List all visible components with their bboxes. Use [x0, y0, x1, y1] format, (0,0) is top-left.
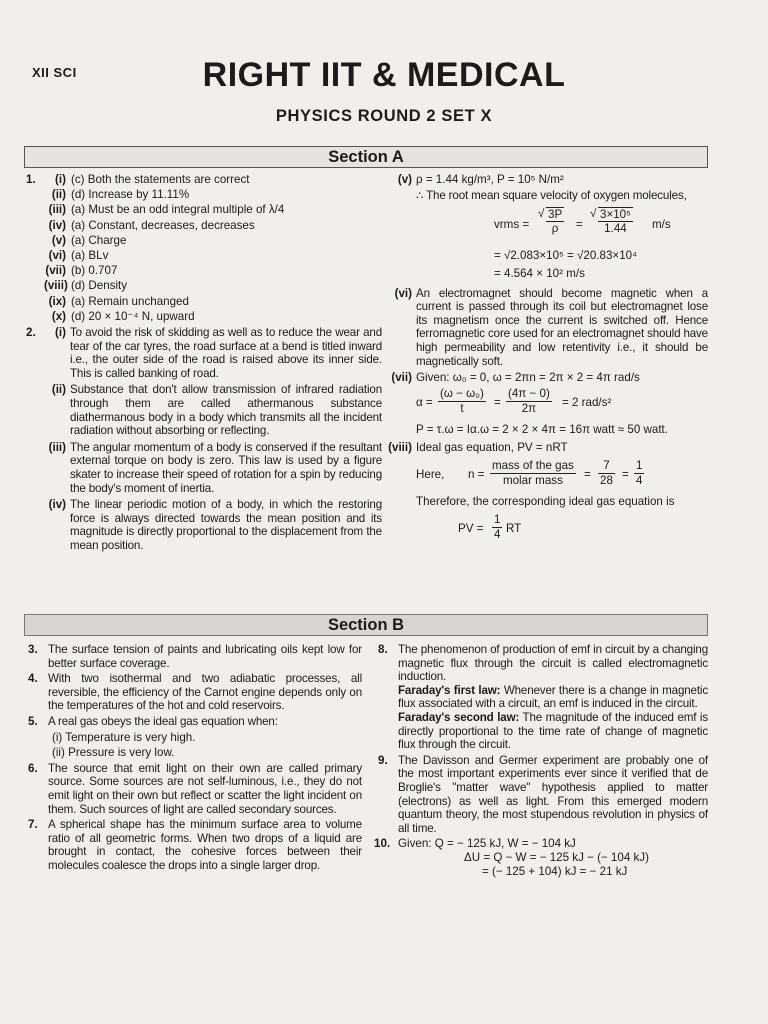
answer-vii: (vii) Given: ω₀ = 0, ω = 2πn = 2π × 2 = 4π rad/s [391, 371, 640, 385]
v-intro: ∴ The root mean square velocity of oxygen molecules, [416, 189, 687, 202]
v-step-3: = 4.564 × 10² m/s [494, 266, 585, 280]
section-b-right-column [374, 643, 708, 878]
list-item: 6. The source that emit light on their own are called primary source. Some sources are not self-luminous, i.e., they do not emit light on their own but reflect or scatter the light incident on them. Such sources of light are called secondary sources. [28, 761, 362, 816]
question-1 [22, 173, 362, 326]
viii-therefore: Therefore, the corresponding ideal gas equation is [416, 495, 675, 509]
answer-vi: (vi) An electromagnet should become magnetic when a current is passed through its coil but electromagnet lose its magnetism once the current is switched off. Hence ferromagnetic core used for an electromagnet should have high permeability and low retentivity i.e., it should be magnetically soft. [394, 286, 708, 368]
question-8: 8. The phenomenon of production of emf in circuit by a changing magnetic flux through the circuit is called electromagnetic induction. Faraday's first law: Whenever there is a change in magnetic flux associated with a circuit, an emf is induced in the circuit. Faraday's second law: The magnitude of the induced emf is directly proportional to the time rate of change of magnetic flux through the circuit. [378, 643, 708, 752]
v-formula: vrms = √ $\frac{3P}{\rho}$ = √ $\frac{\text{3×10⁵}}{1.44}$ m/s [494, 206, 671, 236]
list-item: 7. A spherical shape has the minimum surface area to volume ratio of all geometric forms. When two drops of a liquid are brought in contact, the cohesive forces between their molecules coalesce the drops into a single larger drop. [28, 818, 362, 872]
section-b-header [24, 614, 708, 636]
v-lhs: vrms = [494, 217, 530, 231]
list-item: 5. A real gas obeys the ideal gas equation when: [28, 714, 278, 728]
list-item: (i) Temperature is very high. [52, 730, 196, 744]
list-item: 4. With two isothermal and two adiabatic processes, all reversible, the efficiency of the Carnot engine depends only on the temperatures of the hot and cold reservoirs. [28, 672, 362, 713]
list-item: (i) To avoid the risk of skidding as well as to reduce the wear and tear of the car tyres, the road surface at a bend is titled inward i.e., the outer side of the road is raised above its inner side. This is called banking of road. [55, 326, 382, 380]
paper-title: PHYSICS ROUND 2 SET X [275, 107, 493, 125]
answer-viii: (viii) Ideal gas equation, PV = nRT [388, 441, 568, 455]
list-item: (v) (a) Charge [51, 233, 127, 247]
list-item: (iv) (a) Constant, decreases, decreases [48, 218, 255, 232]
question-number: 1. [26, 173, 36, 186]
vii-power: P = τ.ω = Iα.ω = 2 × 2 × 4π = 16π watt ≈ 50 watt. [416, 423, 668, 437]
institute-title: RIGHT IIT & MEDICAL [202, 56, 566, 94]
section-a-left-column [22, 173, 382, 553]
section-a-title: Section A [328, 148, 404, 166]
section-b-title: Section B [327, 616, 405, 634]
question-2 [22, 326, 382, 553]
sqrt-icon: √ [538, 206, 545, 220]
class-label: XII SCI [32, 65, 77, 80]
list-item: (ix) (a) Remain unchanged [48, 294, 189, 308]
list-item: (iii) (a) Must be an odd integral multiple of λ/4 [48, 203, 285, 217]
list-item: 3. The surface tension of paints and lubricating oils kept low for better surface coverage. [28, 643, 362, 670]
answer-v: (v) ρ = 1.44 kg/m³, P = 10⁵ N/m² [397, 173, 564, 186]
list-item: (ii) Substance that don't allow transmission of infrared radiation through them are called athermanous substance diathermanous body in a body which transmits all the incident radiation without absorbing or reflecting. [51, 383, 382, 438]
list-item: (viii) (d) Density [44, 279, 128, 293]
list-item: (ii) Pressure is very low. [52, 746, 175, 760]
list-item: (x) (d) 20 × 10⁻⁴ N, upward [51, 309, 195, 323]
question-number: 2. [26, 326, 36, 339]
faraday-first-law: Faraday's first law: Whenever there is a change in magnetic flux associated with a circuit, an emf is induced in the circuit. [398, 683, 708, 711]
list-item: (iv) The linear periodic motion of a body, in which the restoring force is always directed towards the mean position and its magnitude is directly proportional to the displacement from the mean position. [48, 498, 382, 552]
question-9: 9. The Davisson and Germer experiment are probably one of the most important experiments ever since it verified that de Broglie's "matter wave" hypothesis applied to matter (electrons) as well as light. From this emerged modern quantum theory, the most stupendous revolution in physics of all time. [378, 753, 708, 835]
viii-result: PV = $\frac{1}{4}$ RT [458, 513, 522, 541]
section-a-header [24, 146, 708, 168]
list-item: (ii) (d) Increase by 11.11% [51, 188, 190, 202]
list-item: (vii) (b) 0.707 [45, 264, 118, 278]
sqrt-icon: √ [590, 206, 597, 220]
viii-formula: Here, n = mass of the gas molar mass = $\frac{7}{28}$ = $\frac{1}{4}$ [416, 459, 643, 487]
faraday-second-law: Faraday's second law: The magnitude of the induced emf is directly proportional to the time rate of change of magnetic flux through the circuit. [398, 710, 708, 752]
list-item: (vi) (a) BLv [48, 248, 109, 262]
v-step-2: = √2.083×10⁵ = √20.83×10⁴ [494, 248, 638, 262]
section-b-left-column [22, 643, 362, 873]
section-a-right-column [390, 173, 708, 543]
vii-formula: α = $\frac{\text{(ω − ω₀)}}{t}$ = $\frac{(4\pi - 0)}{2\pi}$ = 2 rad/s² [416, 387, 612, 415]
question-10: 10. Given: Q = − 125 kJ, W = − 104 kJ ΔU = Q − W = − 125 kJ − (− 104 kJ) = (− 125 + 104) kJ = − 21 kJ [374, 837, 649, 878]
q1-answer-list [44, 173, 362, 325]
list-item: (i) (c) Both the statements are correct [55, 173, 250, 186]
list-item: (iii) The angular momentum of a body is conserved if the resultant external torque on body is zero. This law is used by a figure skater to increase their speed of rotation for a spin by reducing the body's moment of inertia. [48, 440, 382, 495]
